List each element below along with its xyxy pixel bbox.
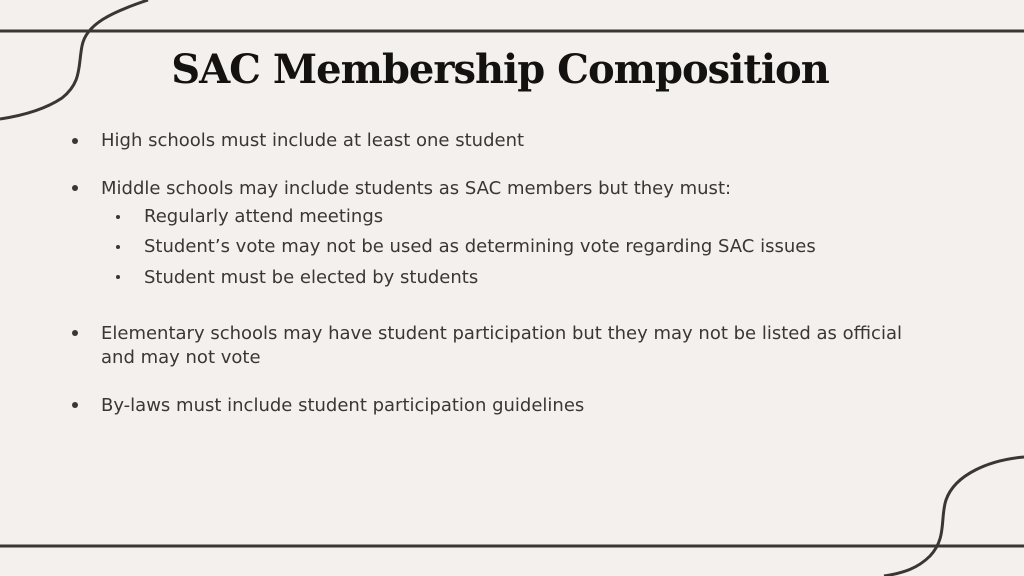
sub-bullet-attend-meetings: Regularly attend meetings: [144, 206, 384, 227]
bullet-dot: [72, 330, 78, 336]
slide-title: SAC Membership Composition: [171, 46, 829, 93]
sub-bullet-dot: [116, 275, 120, 279]
sub-bullet-dot: [116, 245, 120, 249]
bullet-dot: [72, 185, 78, 191]
bullet-elementary-schools: Elementary schools may have student participation but they may not be listed as official and may not vote: [101, 323, 902, 368]
sub-bullet-elected: Student must be elected by students: [144, 267, 479, 288]
bullet-middle-schools: Middle schools may include students as SAC members but they must:: [101, 178, 732, 199]
sub-bullet-dot: [116, 215, 120, 219]
sub-bullet-vote-rule: Student’s vote may not be used as determining vote regarding SAC issues: [144, 236, 816, 257]
bullet-high-schools: High schools must include at least one student: [101, 130, 525, 151]
bullet-dot: [72, 138, 78, 144]
bullet-dot: [72, 402, 78, 408]
bullet-bylaws: By-laws must include student participation guidelines: [101, 395, 585, 416]
